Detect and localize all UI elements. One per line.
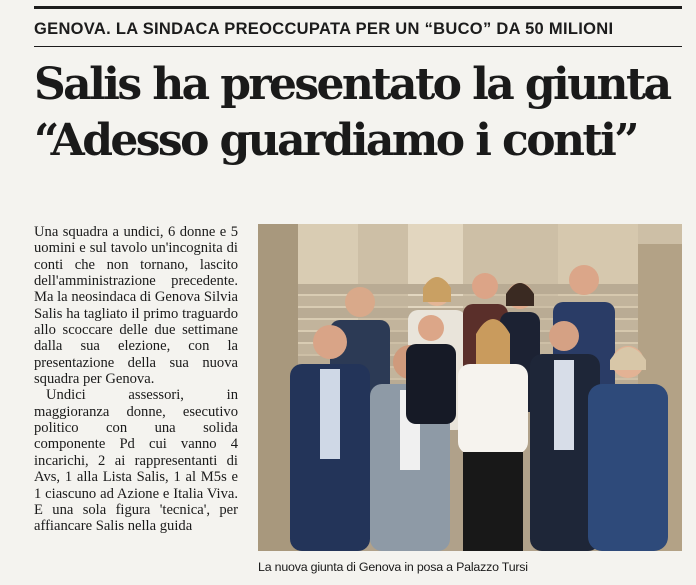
kicker-rule [34, 46, 682, 47]
top-rule [34, 6, 682, 9]
body-paragraph-1: Una squadra a undici, 6 donne e 5 uomini e sul tavolo un'incognita di conti che non tornano, lascito dell'amministrazione precedente. Ma la neosindaca di Genova Silvia Salis ha tagliato il primo traguardo allo scoccare delle due settimane dalla sua elezione, con la presentazione della sua nuova squadra per Genova. [34, 224, 238, 388]
article-body [34, 224, 238, 535]
article-headline [34, 57, 694, 169]
photo-caption: La nuova giunta di Genova in posa a Palazzo Tursi [258, 560, 528, 574]
article-photo [258, 224, 682, 551]
body-paragraph-2: Undici assessori, in maggioranza donne, esecutivo politico con una solida componente Pd cui vanno 4 incarichi, 2 ai rappresentanti di Avs, 1 alla Lista Salis, 1 al M5s e 1 ciascuno ad Azione e Italia Viva. E una sola figura 'tecnica', per affiancare Salis nella guida [34, 387, 238, 535]
headline-line-1: Salis ha presentato la giunta [34, 59, 670, 110]
article-kicker: GENOVA. LA SINDACA PREOCCUPATA PER UN “BUCO” DA 50 MILIONI [34, 20, 614, 38]
headline-line-2: “Adesso guardiamo i conti” [34, 115, 637, 166]
group-photo-illustration [258, 224, 682, 551]
